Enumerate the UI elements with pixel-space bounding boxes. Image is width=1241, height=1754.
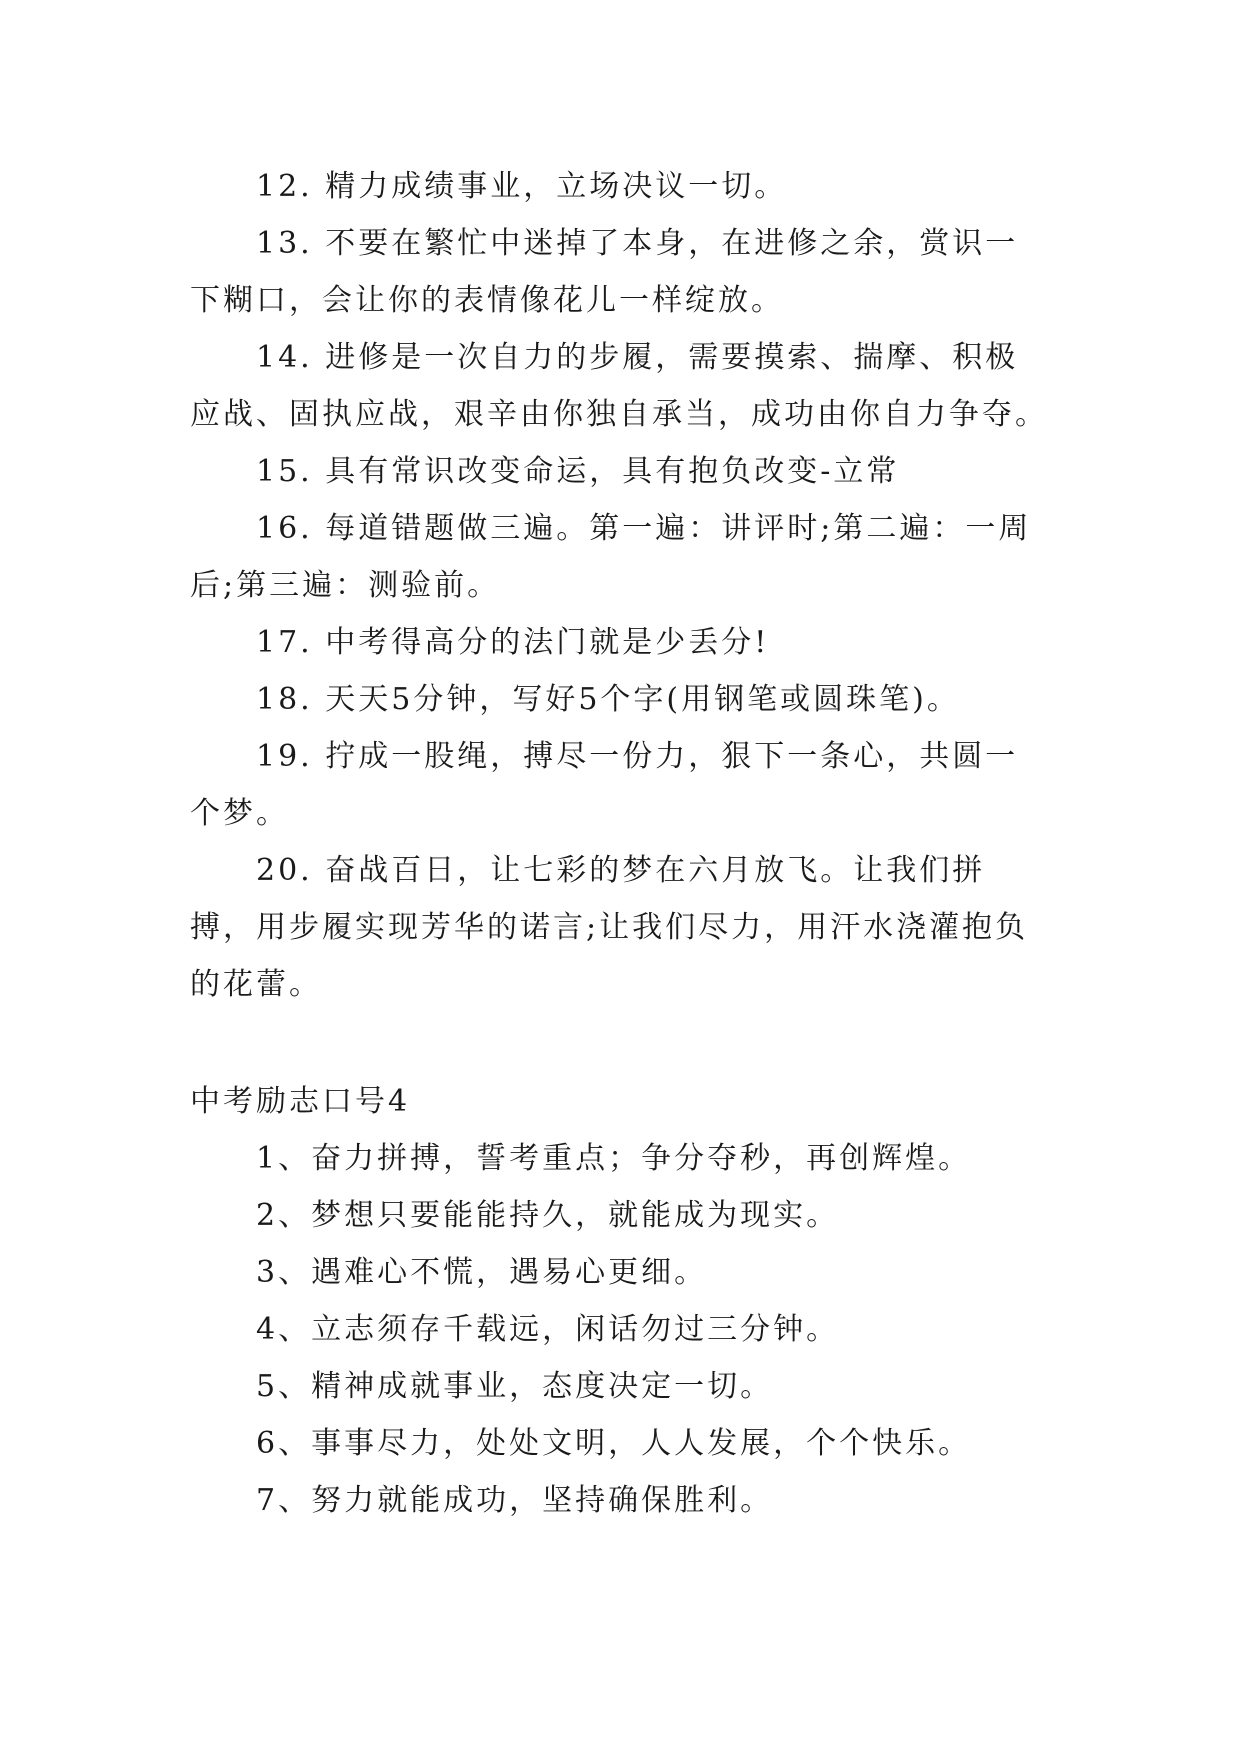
list-item: 6、事事尽力，处处文明，人人发展，个个快乐。 [256,1426,972,1461]
list-item: 19. 拧成一股绳，搏尽一份力，狠下一条心，共圆一个梦。 [190,739,1019,831]
list-item: 4、立志须存千载远，闲话勿过三分钟。 [256,1312,840,1347]
list-item: 5、精神成就事业，态度决定一切。 [256,1369,774,1404]
document-content [190,158,1050,1529]
list-item: 17. 中考得高分的法门就是少丢分! [256,625,770,660]
list-item: 20. 奋战百日，让七彩的梦在六月放飞。让我们拼搏，用步履实现芳华的诺言;让我们尽力，用汗水浇灌抱负的花蕾。 [190,853,1029,1002]
list-item: 12. 精力成绩事业，立场决议一切。 [256,169,788,204]
list-item: 16. 每道错题做三遍。第一遍：讲评时;第二遍：一周后;第三遍：测验前。 [190,511,1032,603]
list-item: 18. 天天5分钟，写好5个字(用钢笔或圆珠笔)。 [256,682,960,717]
list-item: 7、努力就能成功，坚持确保胜利。 [256,1483,774,1518]
section-2-heading: 中考励志口号4 [190,1084,411,1119]
list-item: 1、奋力拼搏，誓考重点；争分夺秒，再创辉煌。 [256,1141,972,1176]
section-1-list [190,158,1050,1013]
list-item: 3、遇难心不慌，遇易心更细。 [256,1255,708,1290]
list-item: 14. 进修是一次自力的步履，需要摸索、揣摩、积极应战、固执应战，艰辛由你独自承当，成功由你自力争夺。 [190,340,1048,432]
list-item: 13. 不要在繁忙中迷掉了本身，在进修之余，赏识一下糊口，会让你的表情像花儿一样绽放。 [190,226,1019,318]
section-2-list [190,1130,1050,1529]
list-item: 2、梦想只要能能持久，就能成为现实。 [256,1198,840,1233]
list-item: 15. 具有常识改变命运，具有抱负改变-立常 [256,454,900,489]
